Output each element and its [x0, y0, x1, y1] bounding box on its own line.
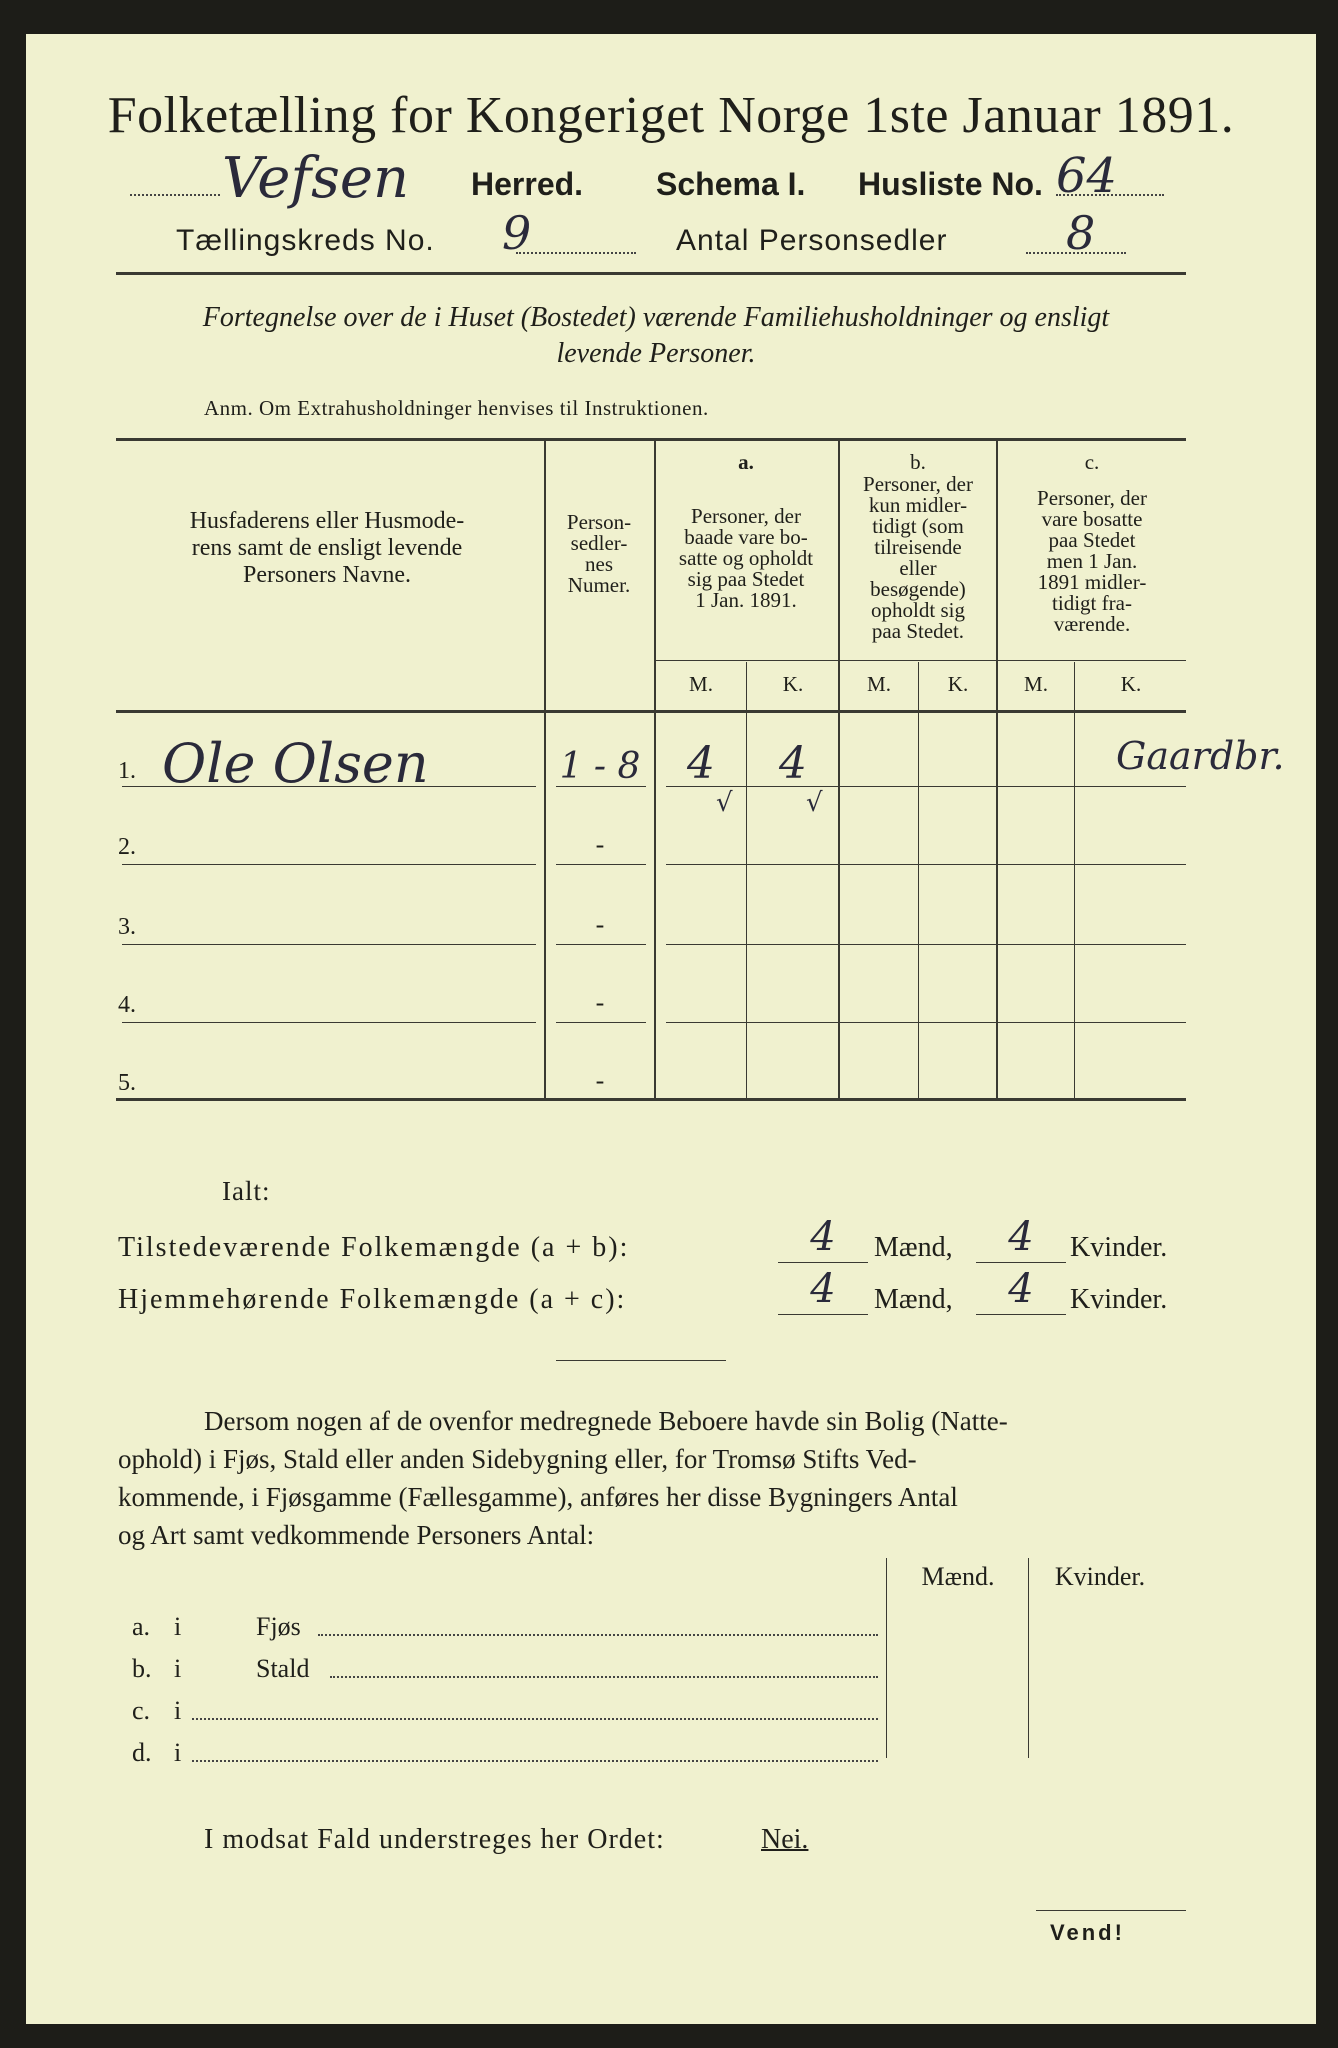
col-num-header: Person- sedler- nes Numer.	[566, 510, 632, 597]
total-line-1-kvinder: Kvinder.	[1070, 1232, 1168, 1263]
modsat-text: I modsat Fald understreges her Ordet:	[204, 1824, 665, 1855]
c-k-label: K.	[1120, 672, 1142, 696]
intro-note: Anm. Om Extrahusholdninger henvises til Instruktionen.	[204, 396, 709, 420]
total-line-2-maend: Mænd,	[874, 1284, 953, 1315]
building-c-i: i	[174, 1696, 182, 1725]
b-m-label: M.	[867, 672, 891, 696]
row-4-num: 4.	[118, 992, 136, 1018]
building-b-letter: b.	[132, 1654, 152, 1683]
row-2-line	[122, 864, 536, 865]
header-rule	[116, 272, 1186, 275]
total-line-2-k: 4	[1008, 1266, 1034, 1312]
building-b-label: Stald	[256, 1654, 310, 1683]
table-bottom-rule	[116, 1098, 1186, 1101]
row-3-num: 3.	[118, 914, 136, 940]
building-a-label: Fjøs	[256, 1612, 301, 1641]
row-3-val-line	[666, 944, 1186, 945]
paragraph-line-2: ophold) i Fjøs, Stald eller anden Sidebygning eller, for Tromsø Stifts Ved-	[118, 1444, 917, 1474]
intro-line-1: Fortegnelse over de i Huset (Bostedet) værende Familiehusholdninger og ensligt	[202, 302, 1110, 333]
ialt-label: Ialt:	[222, 1176, 271, 1206]
col-a-header: Personer, der baade vare bo- satte og opholdt sig paa Stedet 1 Jan. 1891.	[678, 504, 814, 612]
row-3-sedler: -	[595, 910, 605, 939]
total-line-1-label: Tilstedeværende Folkemængde (a + b):	[118, 1232, 630, 1263]
row-3-num-line	[556, 944, 646, 945]
row-5-sedler: -	[595, 1066, 605, 1095]
row-4-sedler: -	[595, 988, 605, 1017]
row-4-val-line	[666, 1022, 1186, 1023]
building-a-letter: a.	[132, 1612, 151, 1641]
total-line-2-m: 4	[810, 1266, 836, 1312]
total-line-1-m-underline	[778, 1262, 868, 1263]
col-divider-c-mk	[1074, 662, 1075, 1098]
row-2-val-line	[666, 864, 1186, 865]
husliste-label: Husliste No.	[858, 166, 1043, 202]
total-line-2-kvinder: Kvinder.	[1070, 1284, 1168, 1315]
schema-label: Schema I.	[656, 166, 806, 202]
paragraph-line-4: og Art samt vedkommende Personers Antal:	[118, 1520, 595, 1550]
row-1-note: Gaardbr.	[1116, 734, 1285, 778]
herred-dots	[130, 194, 220, 196]
total-line-1-k: 4	[1008, 1214, 1034, 1260]
paragraph-line-1: Dersom nogen af de ovenfor medregnede Beboere havde sin Bolig (Natte-	[204, 1406, 1008, 1436]
row-2-num: 2.	[118, 834, 136, 860]
col-b-letter: b.	[910, 450, 926, 474]
personsedler-value: 8	[1066, 206, 1096, 260]
row-5-num: 5.	[118, 1070, 136, 1096]
col-b-header: Personer, der kun midler- tidigt (som tilreisende eller besøgende) opholdt sig paa Stedet.	[863, 472, 973, 643]
personsedler-label: Antal Personsedler	[676, 224, 948, 257]
buildings-kvinder-header: Kvinder.	[1054, 1562, 1146, 1591]
kreds-dots	[516, 252, 636, 254]
building-a-dots	[318, 1634, 878, 1636]
a-m-label: M.	[689, 672, 713, 696]
building-b-i: i	[174, 1654, 182, 1683]
herred-value: Vefsen	[222, 146, 410, 211]
building-d-i: i	[174, 1738, 182, 1767]
table-top-rule	[116, 438, 1186, 441]
row-1-sedler: 1 - 8	[559, 746, 641, 787]
total-line-1-maend: Mænd,	[874, 1232, 953, 1263]
vend-rule	[1036, 1910, 1186, 1911]
mk-header-rule	[654, 660, 1186, 661]
form-title: Folketælling for Kongeriget Norge 1ste Januar 1891.	[107, 87, 1235, 144]
row-1-check-k-icon: √	[806, 788, 823, 818]
building-b-dots	[330, 1676, 878, 1678]
row-3-line	[122, 944, 536, 945]
row-1-name: Ole Olsen	[162, 732, 429, 795]
col-a-letter: a.	[738, 450, 754, 474]
personsedler-dots	[1026, 252, 1126, 254]
row-4-line	[122, 1022, 536, 1023]
kreds-value: 9	[502, 206, 532, 260]
nei-word: Nei.	[761, 1824, 809, 1855]
building-d-letter: d.	[132, 1738, 152, 1767]
herred-label: Herred.	[471, 166, 584, 202]
building-c-letter: c.	[132, 1696, 151, 1725]
a-k-label: K.	[782, 672, 804, 696]
building-d-dots	[192, 1760, 878, 1762]
row-4-num-line	[556, 1022, 646, 1023]
vend-text: Vend!	[1050, 1920, 1125, 1945]
c-m-label: M.	[1024, 672, 1048, 696]
col-name-header: Husfaderens eller Husmode- rens samt de ensligt levende Personers Navne.	[189, 508, 465, 588]
b-k-label: K.	[947, 672, 969, 696]
col-c-header: Personer, der vare bosatte paa Stedet men 1 Jan. 1891 midler- tidigt fra- værende.	[1037, 486, 1147, 636]
buildings-maend-header: Mænd.	[921, 1562, 995, 1591]
total-line-2-k-underline	[976, 1314, 1066, 1315]
total-line-1-m: 4	[810, 1214, 836, 1260]
husliste-value: 64	[1056, 148, 1118, 204]
section-divider	[556, 1360, 726, 1361]
row-1-num: 1.	[118, 758, 136, 784]
building-c-dots	[192, 1718, 878, 1720]
row-2-sedler: -	[595, 830, 605, 859]
paragraph-line-3: kommende, i Fjøsgamme (Fællesgamme), anføres her disse Bygningers Antal	[118, 1482, 958, 1512]
husliste-dots	[1056, 194, 1164, 196]
row-1-a-m: 4	[687, 738, 715, 789]
total-line-2-m-underline	[778, 1314, 868, 1315]
col-divider-a-mk	[746, 662, 747, 1098]
census-form-page	[26, 34, 1316, 2024]
kreds-label: Tællingskreds No.	[176, 224, 435, 257]
building-a-i: i	[174, 1612, 182, 1641]
intro-line-2: levende Personer.	[556, 338, 756, 369]
col-c-letter: c.	[1084, 450, 1100, 474]
buildings-divider-1	[886, 1558, 887, 1758]
row-1-a-k: 4	[779, 738, 807, 789]
row-2-num-line	[556, 864, 646, 865]
total-line-2-label: Hjemmehørende Folkemængde (a + c):	[118, 1284, 627, 1315]
buildings-divider-2	[1028, 1558, 1029, 1758]
total-line-1-k-underline	[976, 1262, 1066, 1263]
table-header-rule	[116, 710, 1186, 713]
row-1-check-m-icon: √	[716, 788, 733, 818]
col-divider-b-mk	[918, 662, 919, 1098]
